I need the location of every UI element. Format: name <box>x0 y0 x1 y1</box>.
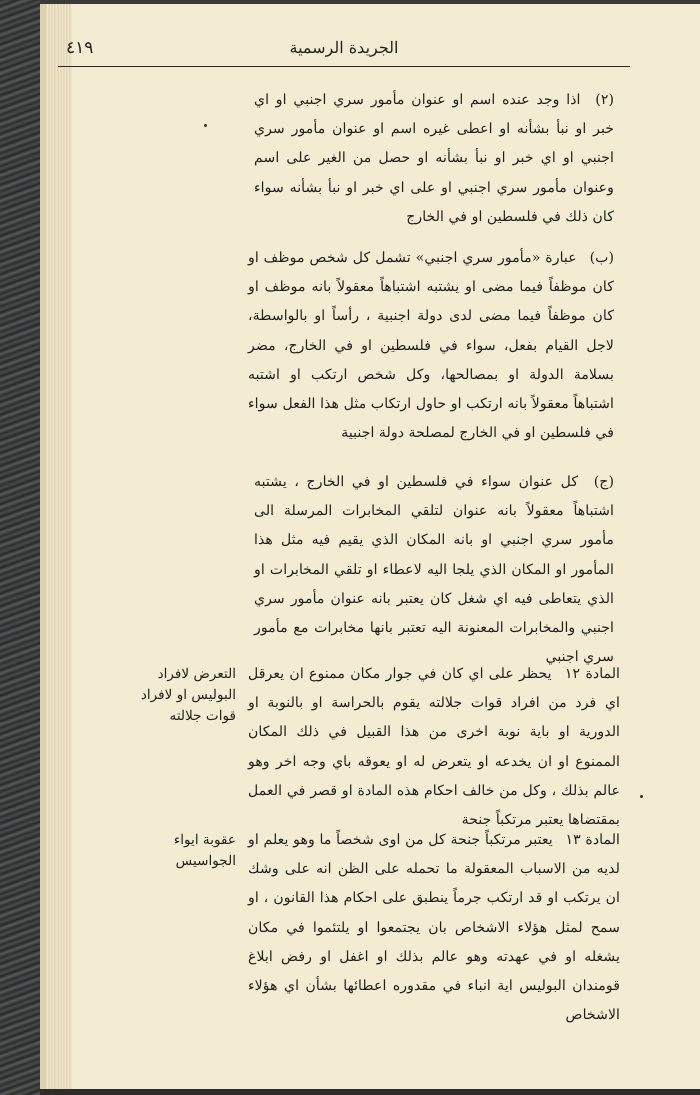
margin-note-article-13: عقوبة ايواء الجواسيس <box>173 832 236 869</box>
page-number: ٤١٩ <box>66 38 94 58</box>
clause-c <box>254 468 614 666</box>
clause-marker: (٢) <box>595 92 614 108</box>
clause-text: اذا وجد عنده اسم او عنوان مأمور سري اجنبي او اي خبر او نبأ بشأنه او اعطى غيره اسم او عنوان مأمور سري اجنبي او اي خبر او نبأ بشأنه او حصل من الغير على اسم وعنوان مأمور سري اجنبي او على اي خبر او نبأ بشأنه سواء كان ذلك في فلسطين او في الخارج <box>254 92 614 225</box>
book-binding <box>0 0 40 1095</box>
gazette-title: الجريدة الرسمية <box>289 38 399 57</box>
clause-marker: (ج) <box>593 474 614 490</box>
clause-b <box>248 244 614 462</box>
article-label: المادة ١٢ <box>564 666 620 682</box>
page-bottom-shadow <box>40 1089 700 1095</box>
article-label: المادة ١٣ <box>565 832 620 848</box>
clause-marker: (ب) <box>589 250 615 266</box>
article-13 <box>248 826 620 1024</box>
clause-text: كل عنوان سواء في فلسطين او في الخارج ، يشتبه اشتباهاً معقولاً بانه عنوان لتلقي المخابرات المرسلة الى مأمور سري اجنبي او بانه المكان الذي يقيم فيه مثل هذا المأمور او المكان الذي يلجا اليه لاعطاء او تلقي المخابرات او الذي يتعاطى فيه اي شغل كان يعتبر بانه عنوان مأمور سري اجنبي والمخابرات المعنونة اليه تعتبر بانها مخابرات مع مأمور سري اجنبي <box>254 474 614 666</box>
article-12 <box>248 660 620 829</box>
ink-dot <box>204 124 207 127</box>
page-edges <box>46 4 72 1089</box>
ink-dot <box>640 795 643 798</box>
clause-2 <box>254 86 614 234</box>
clause-text: عبارة «مأمور سري اجنبي» تشمل كل شخص موظف او كان موظفاً فيما مضى او يشتبه اشتباهاً معقولاً بانه موظف او كان موظفاً فيما مضى لدى دولة اجنبية ، رأساً او بالواسطة، لاجل القيام بفعل، سواء في فلسطين او في الخارج، مضر بسلامة الدولة او بمصالحها، وكل شخص ارتكب او اشتبه اشتباهاً معقولاً بانه ارتكب او حاول ارتكاب مثل هذا الفعل سواء في فلسطين او في الخارج لمصلحة دولة اجنبية <box>248 250 614 442</box>
article-text: يحظر على اي كان في جوار مكان ممنوع ان يعرقل اي فرد من افراد قوات جلالته يقوم بالحراسة او بالنوبة او الدورية او باية نوبة اخرى من هذا القبيل في ذلك المكان الممنوع او ان يخدعه او يتعرض له او يعوقه باي وجه اخر وهو عالم بذلك ، وكل من خالف احكام هذه المادة او قصر في العمل بمقتضاها يعتبر مرتكباً جنحة <box>248 666 620 829</box>
article-text: يعتبر مرتكباً جنحة كل من اوى شخصاً ما وهو يعلم او لديه من الاسباب المعقولة ما تحمله على الظن انه على وشك ان يرتكب او قد ارتكب جرماً ينطبق على احكام هذا القانون ، او سمح لمثل هؤلاء الاشخاص بان يجتمعوا او يلتئموا في مكان يشغله او في عهدته وهو عالم بذلك او اغفل او رفض ابلاغ قومندان البوليس اية انباء في مقدوره اعطائها بشأن اي هؤلاء الاشخاص <box>248 832 620 1024</box>
page-header <box>58 38 630 67</box>
margin-note-article-12: التعرض لافراد البوليس او لافراد قوات جلالته <box>140 666 236 724</box>
